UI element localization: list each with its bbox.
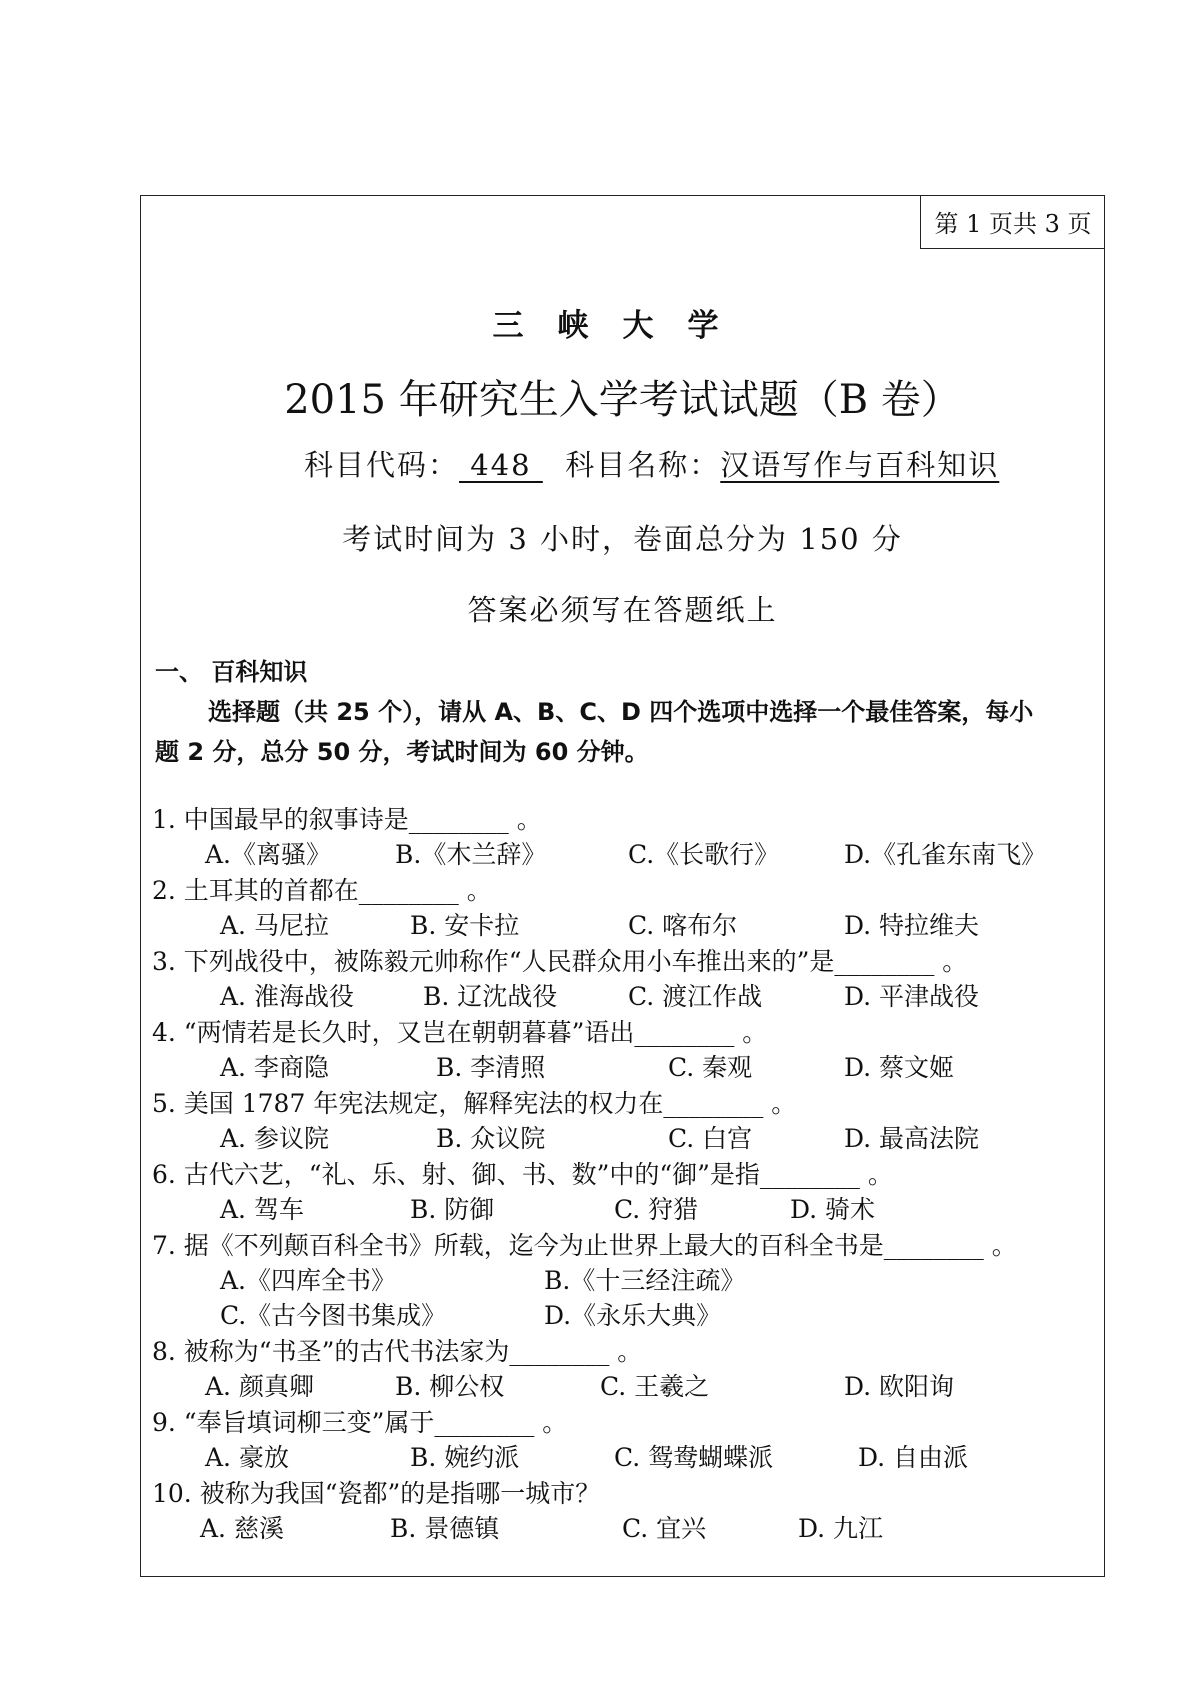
university-name: 三峡大学: [492, 308, 753, 344]
exam-info: 考试时间为 3 小时，卷面总分为 150 分: [342, 522, 903, 556]
q9-option-b: B. 婉约派: [410, 1443, 520, 1472]
question-9: 9. “奉旨填词柳三变”属于________ 。: [152, 1408, 568, 1437]
q10-option-d: D. 九江: [798, 1514, 884, 1543]
question-8: 8. 被称为“书圣”的古代书法家为________ 。: [152, 1337, 643, 1366]
q7-option-b: B.《十三经注疏》: [544, 1266, 746, 1295]
q2-option-c: C. 喀布尔: [628, 911, 738, 940]
q5-option-d: D. 最高法院: [844, 1124, 980, 1153]
question-2: 2. 土耳其的首都在________ 。: [152, 876, 492, 905]
q10-option-a: A. 慈溪: [200, 1514, 284, 1543]
q1-option-a: A.《离骚》: [205, 840, 332, 869]
page-indicator: 第 1 页共 3 页: [920, 195, 1105, 249]
q6-option-c: C. 狩猎: [614, 1195, 699, 1224]
q10-option-b: B. 景德镇: [390, 1514, 500, 1543]
q2-option-d: D. 特拉维夫: [844, 911, 980, 940]
q6-option-a: A. 驾车: [220, 1195, 304, 1224]
q6-option-b: B. 防御: [410, 1195, 495, 1224]
question-6: 6. 古代六艺，“礼、乐、射、御、书、数”中的“御”是指________ 。: [152, 1160, 893, 1189]
q8-option-d: D. 欧阳询: [844, 1372, 955, 1401]
instructions-line-2: 题 2 分，总分 50 分，考试时间为 60 分钟。: [155, 738, 649, 766]
instructions-line-1: 选择题（共 25 个），请从 A、B、C、D 四个选项中选择一个最佳答案，每小: [208, 698, 1034, 726]
subject-line: [304, 443, 999, 484]
q3-option-b: B. 辽沈战役: [423, 982, 558, 1011]
q5-option-c: C. 白宫: [668, 1124, 753, 1153]
subject-name: 汉语写作与百科知识: [720, 448, 1000, 482]
subject-code-label: 科目代码：: [304, 448, 460, 482]
q1-option-c: C.《长歌行》: [628, 840, 780, 869]
q4-option-d: D. 蔡文姬: [844, 1053, 955, 1082]
q3-option-d: D. 平津战役: [844, 982, 980, 1011]
q1-option-b: B.《木兰辞》: [395, 840, 547, 869]
question-7: 7. 据《不列颠百科全书》所载，迄今为止世界上最大的百科全书是________ 。: [152, 1231, 1017, 1260]
q7-option-d: D.《永乐大典》: [544, 1301, 722, 1330]
subject-name-label: 科目名称：: [565, 448, 721, 482]
q5-option-b: B. 众议院: [436, 1124, 546, 1153]
q9-option-c: C. 鸳鸯蝴蝶派: [614, 1443, 774, 1472]
q2-option-b: B. 安卡拉: [410, 911, 520, 940]
section-title: 一、 百科知识: [155, 658, 308, 686]
q6-option-d: D. 骑术: [790, 1195, 876, 1224]
q7-option-a: A.《四库全书》: [220, 1266, 397, 1295]
q4-option-a: A. 李商隐: [220, 1053, 329, 1082]
question-3: 3. 下列战役中，被陈毅元帅称作“人民群众用小车推出来的”是________ 。: [152, 947, 968, 976]
q2-option-a: A. 马尼拉: [220, 911, 329, 940]
q8-option-b: B. 柳公权: [395, 1372, 505, 1401]
q8-option-a: A. 颜真卿: [205, 1372, 314, 1401]
q9-option-d: D. 自由派: [858, 1443, 969, 1472]
q3-option-a: A. 淮海战役: [220, 982, 354, 1011]
q4-option-b: B. 李清照: [436, 1053, 546, 1082]
q5-option-a: A. 参议院: [220, 1124, 329, 1153]
question-5: 5. 美国 1787 年宪法规定，解释宪法的权力在________ 。: [152, 1089, 797, 1118]
q3-option-c: C. 渡江作战: [628, 982, 763, 1011]
question-4: 4. “两情若是长久时，又岂在朝朝暮暮”语出________ 。: [152, 1018, 768, 1047]
q1-option-d: D.《孔雀东南飞》: [844, 840, 1047, 869]
subject-code: 448: [459, 448, 543, 482]
q4-option-c: C. 秦观: [668, 1053, 753, 1082]
question-10: 10. 被称为我国“瓷都”的是指哪一城市？: [152, 1479, 601, 1508]
question-1: 1. 中国最早的叙事诗是________ 。: [152, 805, 542, 834]
exam-title: 2015 年研究生入学考试试题（B 卷）: [284, 377, 961, 423]
answer-note: 答案必须写在答题纸上: [467, 593, 778, 627]
q9-option-a: A. 豪放: [205, 1443, 289, 1472]
q7-option-c: C.《古今图书集成》: [220, 1301, 447, 1330]
q8-option-c: C. 王羲之: [600, 1372, 710, 1401]
q10-option-c: C. 宜兴: [622, 1514, 707, 1543]
